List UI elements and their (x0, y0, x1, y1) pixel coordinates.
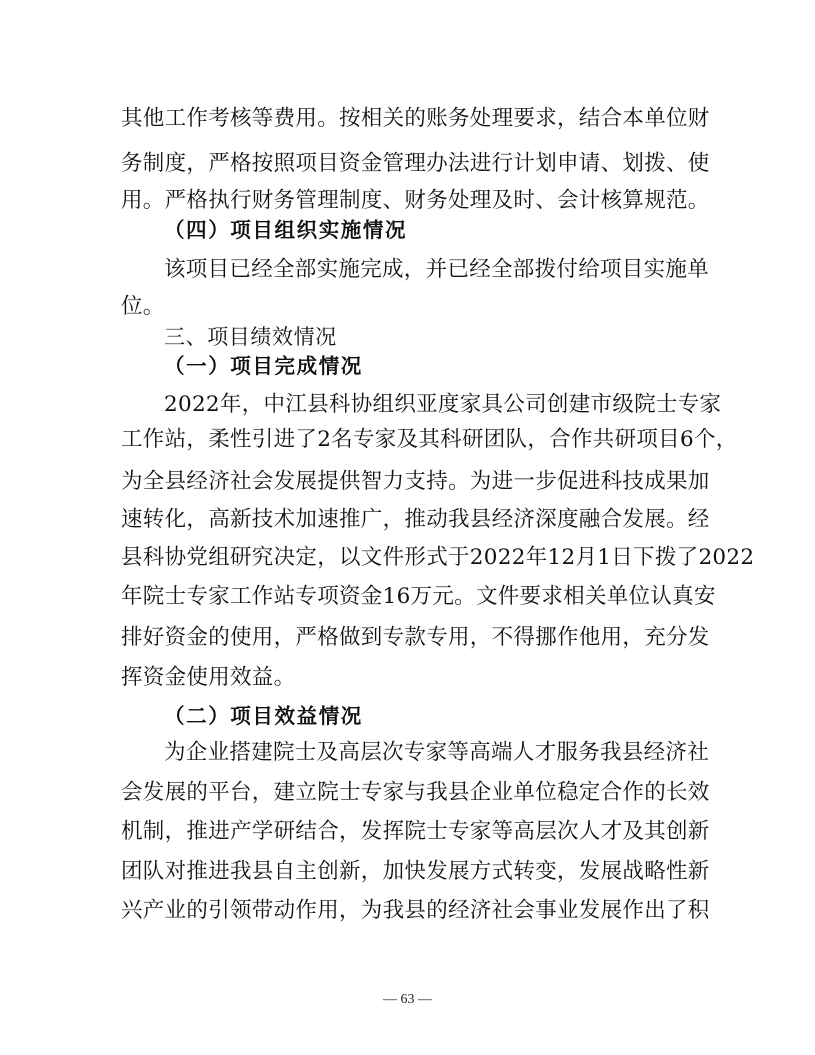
paragraph-line: 该项目已经全部实施完成，并已经全部拨付给项目实施单 (164, 257, 710, 282)
paragraph-line: 用。严格执行财务管理制度、财务处理及时、会计核算规范。 (121, 188, 710, 213)
paragraph-line: 排好资金的使用，严格做到专款专用，不得挪作他用，充分发 (121, 625, 710, 650)
paragraph-line: 机制，推进产学研结合，发挥院士专家等高层次人才及其创新 (121, 819, 710, 844)
paragraph-line: 团队对推进我县自主创新，加快发展方式转变，发展战略性新 (121, 859, 710, 884)
paragraph-line: 会发展的平台，建立院士专家与我县企业单位稳定合作的长效 (121, 780, 710, 805)
paragraph-line: 其他工作考核等费用。按相关的账务处理要求，结合本单位财 (121, 106, 710, 131)
paragraph-line: 县科协党组研究决定，以文件形式于2022年12月1日下拨了2022 (121, 545, 755, 570)
paragraph-line: 工作站，柔性引进了2名专家及其科研团队，合作共研项目6个， (121, 427, 738, 452)
paragraph-line: 为全县经济社会发展提供智力支持。为进一步促进科技成果加 (121, 469, 710, 494)
section-heading-4: （二）项目效益情况 (164, 704, 363, 728)
paragraph-line: 挥资金使用效益。 (121, 665, 296, 690)
section-heading-3: 三、项目绩效情况 (164, 325, 337, 349)
paragraph-line: 位。 (121, 294, 165, 319)
paragraph-line: 务制度，严格按照项目资金管理办法进行计划申请、划拨、使 (121, 151, 710, 176)
section-heading-4: （四）项目组织实施情况 (164, 218, 408, 242)
paragraph-line: 为企业搭建院士及高层次专家等高端人才服务我县经济社 (164, 740, 710, 765)
page-number: — 63 — (383, 992, 432, 1007)
paragraph-line: 速转化，高新技术加速推广，推动我县经济深度融合发展。经 (121, 507, 710, 532)
paragraph-line: 兴产业的引领带动作用，为我县的经济社会事业发展作出了积 (121, 898, 710, 923)
paragraph-line: 2022年，中江县科协组织亚度家具公司创建市级院士专家 (164, 392, 722, 417)
paragraph-line: 年院士专家工作站专项资金16万元。文件要求相关单位认真安 (121, 584, 716, 609)
section-heading-4: （一）项目完成情况 (164, 354, 363, 378)
